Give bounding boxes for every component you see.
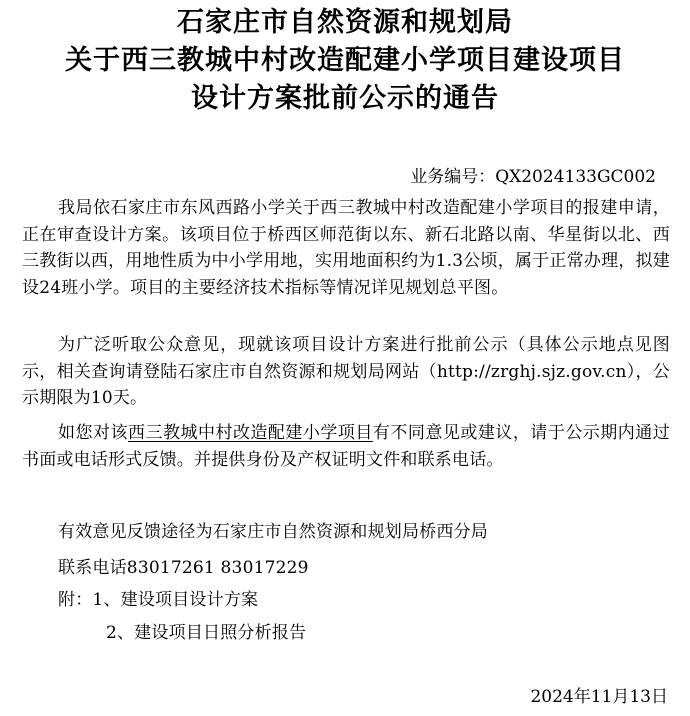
- paragraph-public-notice: 为广泛听取公众意见，现就该项目设计方案进行批前公示（具体公示地点见图示，相关查询请登陆石家庄市自然资源和规划局网站（http://zrghj.sjz.gov.cn），公示期限为10天。: [22, 335, 670, 408]
- contact-phone: 联系电话83017261 83017229: [58, 558, 309, 578]
- title-line-2: 关于西三教城中村改造配建小学项目建设项目: [65, 45, 625, 76]
- notice-date: 2024年11月13日: [530, 687, 668, 707]
- title-line-1: 石家庄市自然资源和规划局: [177, 7, 513, 38]
- feedback-channel: 有效意见反馈途径为石家庄市自然资源和规划局桥西分局: [58, 522, 488, 542]
- feedback-text-before: 如您对该: [58, 423, 128, 443]
- attachment-item-1: 附：1、建设项目设计方案: [58, 590, 259, 610]
- project-name-link[interactable]: 西三教城中村改造配建小学项目: [127, 423, 373, 443]
- feedback-text-after: 有不同意见或建议，请于公示期内通过书面或电话形式反馈。并提供身份及产权证明文件和联系电话。: [22, 423, 670, 470]
- attachment-item-2: 2、建设项目日照分析报告: [106, 623, 307, 643]
- paragraph-feedback-request: [22, 420, 670, 473]
- title-line-3: 设计方案批前公示的通告: [191, 83, 499, 114]
- paragraph-project-description: 我局依石家庄市东风西路小学关于西三教城中村改造配建小学项目的报建申请，正在审查设计方案。该项目位于桥西区师范街以东、新石北路以南、华星街以北、西三教街以西，用地性质为中小学用地，实用地面积约为1.3公顷，属于正常办理，拟建设24班小学。项目的主要经济技术指标等情况详见规划总平图。: [22, 198, 670, 298]
- business-number: 业务编号：QX2024133GC002: [410, 167, 656, 187]
